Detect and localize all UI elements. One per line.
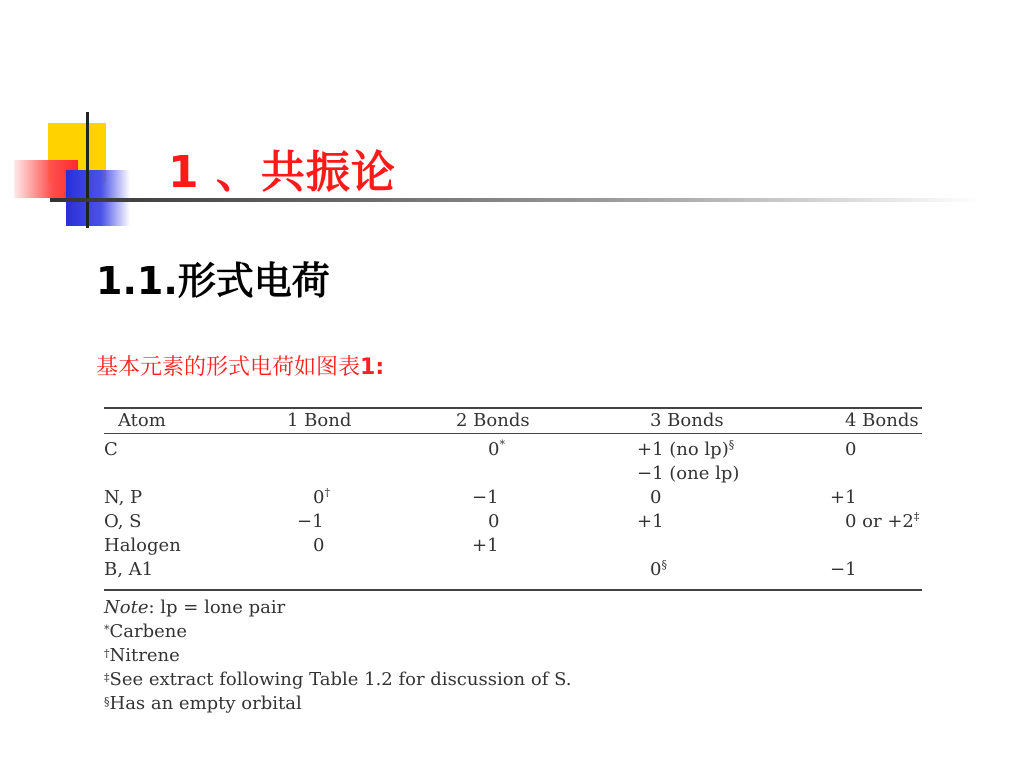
row-np-1-bond: 0†	[313, 486, 330, 508]
row-os-4-bonds: 0 or +2‡	[845, 510, 920, 532]
caption-number: 1:	[360, 355, 385, 380]
row-np-2-bonds: −1	[472, 487, 499, 508]
header-3-bonds: 3 Bonds	[650, 410, 724, 431]
row-os-atom: O, S	[104, 511, 142, 532]
header-1-bond: 1 Bond	[287, 410, 352, 431]
row-bal-4-bonds: −1	[830, 559, 857, 580]
row-c-3-bonds-alt: −1 (one lp)	[637, 463, 740, 484]
table-notes	[104, 596, 572, 716]
note-see-extract: ‡See extract following Table 1.2 for discussion of S.	[104, 669, 572, 690]
row-np-atom: N, P	[104, 487, 143, 508]
row-np-4-bonds: +1	[830, 487, 857, 508]
row-halogen-atom: Halogen	[104, 535, 181, 556]
note-nitrene: †Nitrene	[104, 645, 180, 666]
note-empty-orbital: §Has an empty orbital	[104, 693, 302, 714]
header-4-bonds: 4 Bonds	[845, 410, 919, 431]
row-os-3-bonds: +1	[637, 511, 664, 532]
row-c-atom: C	[104, 439, 118, 460]
table-top-rule	[104, 407, 922, 409]
slide-title: 1 、共振论	[168, 147, 396, 198]
note-lone-pair: Note: lp = lone pair	[104, 597, 286, 618]
row-halogen-2-bonds: +1	[472, 535, 499, 556]
header-2-bonds: 2 Bonds	[456, 410, 530, 431]
row-os-2-bonds: 0	[488, 511, 500, 532]
table-header-rule	[104, 433, 922, 434]
note-carbene: *Carbene	[104, 621, 188, 642]
row-c-3-bonds: +1 (no lp)§	[637, 438, 735, 460]
table-bottom-rule	[104, 589, 922, 591]
row-bal-atom: B, A1	[104, 559, 154, 580]
row-os-1-bond: −1	[297, 511, 324, 532]
header-atom: Atom	[118, 410, 166, 431]
row-c-2-bonds: 0*	[488, 438, 505, 460]
row-halogen-1-bond: 0	[313, 535, 325, 556]
row-np-3-bonds: 0	[650, 487, 662, 508]
table-caption	[96, 350, 384, 381]
decor-vertical-line	[86, 112, 89, 228]
row-c-4-bonds: 0	[845, 439, 857, 460]
section-heading: 1.1.形式电荷	[96, 259, 330, 303]
row-bal-3-bonds: 0§	[650, 558, 667, 580]
caption-text: 基本元素的形式电荷如图表	[96, 355, 361, 380]
